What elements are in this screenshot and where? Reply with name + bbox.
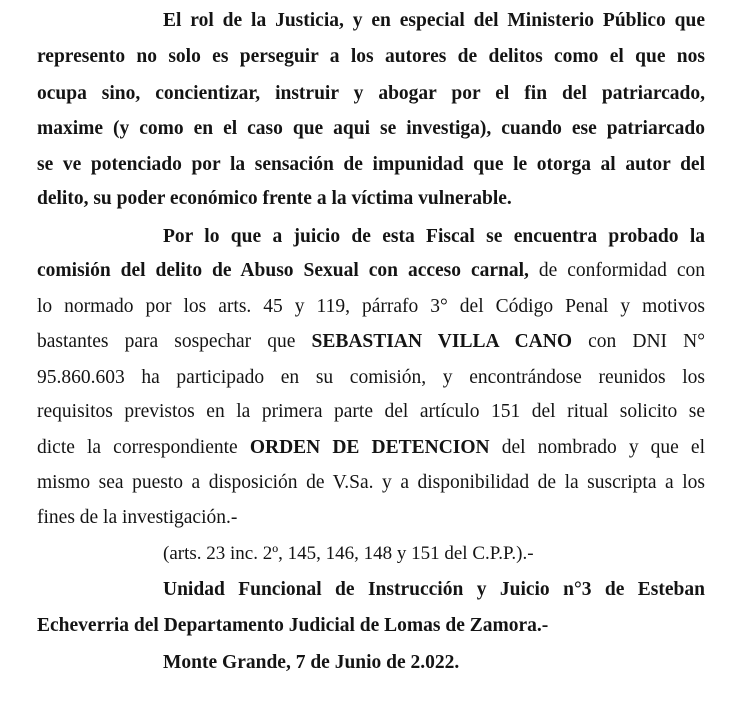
paragraph1-line-1: El rol de la Justicia, y en especial del Ministerio Público que xyxy=(163,10,705,31)
paragraph2-line-5: 95.860.603 ha participado en su comisión, y encontrándose reunidos los xyxy=(37,367,705,388)
paragraph2-line-4-pre: bastantes para sospechar que xyxy=(37,331,312,352)
paragraph1-line-6: delito, su poder económico frente a la víctima vulnerable. xyxy=(37,188,512,209)
paragraph1-line-2: represento no solo es perseguir a los autores de delitos como el que nos xyxy=(37,46,705,67)
offense-text: comisión del delito de Abuso Sexual con acceso carnal, xyxy=(37,260,529,281)
paragraph2-line-3: lo normado por los arts. 45 y 119, párrafo 3° del Código Penal y motivos xyxy=(37,296,705,317)
closing-date: Monte Grande, 7 de Junio de 2.022. xyxy=(163,652,460,673)
paragraph2-line-2 xyxy=(37,259,705,283)
paragraph1-line-3: ocupa sino, concientizar, instruir y abogar por el fin del patriarcado, xyxy=(37,83,705,104)
legal-citation: (arts. 23 inc. 2º, 145, 146, 148 y 151 del C.P.P.).- xyxy=(163,543,534,564)
paragraph2-line-6: requisitos previstos en la primera parte del artículo 151 del ritual solicito se xyxy=(37,401,705,422)
paragraph2-line-7-post: del nombrado y que el xyxy=(489,437,706,458)
paragraph1-line-5: se ve potenciado por la sensación de impunidad que le otorga al autor del xyxy=(37,154,705,175)
paragraph2-line-1: Por lo que a juicio de esta Fiscal se encuentra probado la xyxy=(163,226,705,247)
paragraph1-line-4: maxime (y como en el caso que aqui se investiga), cuando ese patriarcado xyxy=(37,118,705,139)
paragraph2-line-7 xyxy=(37,436,705,460)
accused-name: SEBASTIAN VILLA CANO xyxy=(311,331,572,352)
paragraph2-line-8: mismo sea puesto a disposición de V.Sa. y a disponibilidad de la suscripta a los xyxy=(37,472,705,493)
paragraph2-line-9: fines de la investigación.- xyxy=(37,507,238,528)
closing-line-2: Echeverria del Departamento Judicial de Lomas de Zamora.- xyxy=(37,615,549,636)
detention-order-text: ORDEN DE DETENCION xyxy=(249,437,490,458)
closing-line-1: Unidad Funcional de Instrucción y Juicio n°3 de Esteban xyxy=(163,579,705,600)
paragraph2-line-4-post: con DNI N° xyxy=(572,331,706,352)
paragraph2-line-4 xyxy=(37,330,705,354)
paragraph2-line-2-rest: de conformidad con xyxy=(528,260,705,281)
paragraph2-line-7-pre: dicte la correspondiente xyxy=(37,437,250,458)
